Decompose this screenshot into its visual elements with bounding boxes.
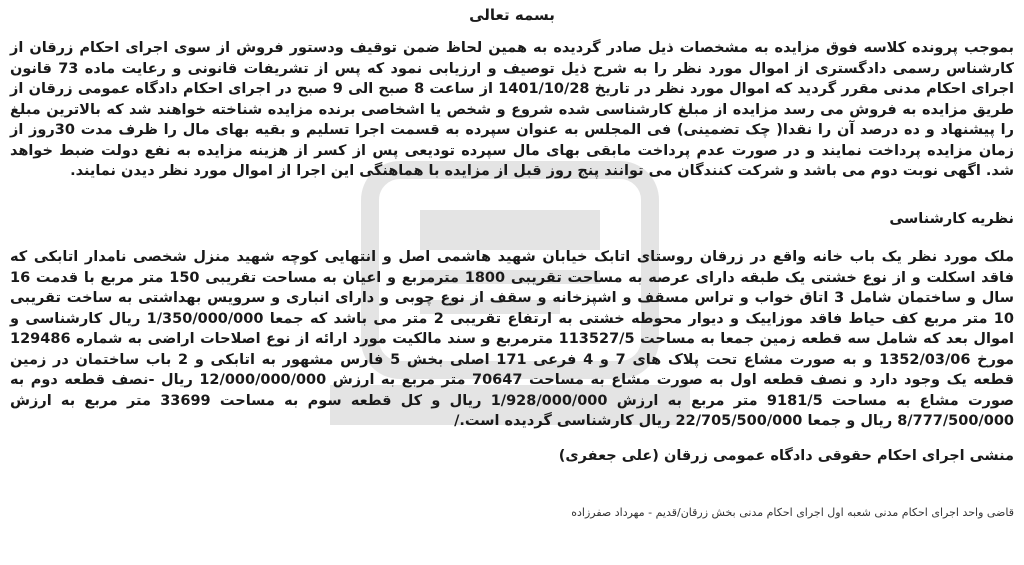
document-heading: بسمه تعالی [469, 6, 555, 24]
expert-opinion-paragraph: ملک مورد نظر یک باب خانه واقع در زرقان روستای اتابک خیابان شهید هاشمی اصل و انتهایی کوچه شهید منزل شخصی نامدار اتابکی که فاقد اسکلت و از نوع خشتی یک طبقه دارای عرصه به مساحت تقریبی 1800 مترمربع و اعیان به مساحت تقریبی 150 متر مربع با قدمت 16 سال و ساختمان شامل 3 اتاق خواب و تراس مسقف و اشپزخانه و سقف از نوع چوبی و دارای انباری و سرویس بهداشتی به ساخت تقریبی 10 متر مربع کف حیاط فاقد موزاییک و دیوار محوطه خشتی به ارتفاع تقریبی 2 متر می باشد که جمعا 1/350/000/000 ریال کارشناسی و اموال بعد که شامل سه قطعه زمین جمعا به مساحت 113527/5 مترمربع و سند مالکیت مورد ارائه از نوع اصلاحات اراضی به شماره 129486 مورخ 1352/03/06 و به صورت مشاع تحت پلاک های 7 و 4 فرعی 171 اصلی بخش 5 فارس مشهور به اتابکی و 2 باب ساختمان در زمین قطعه یک وجود دارد و نصف قطعه اول به صورت مشاع به مساحت 70647 متر مربع به ارزش 12/000/000/000 ریال -نصف قطعه دوم به صورت مشاع به مساحت 9181/5 متر مربع به ارزش 1/928/000/000 ریال و کل قطعه سوم به مساحت 33699 متر مربع به ارزش 8/777/500/000 ریال و جمعا 22/705/500/000 ریال کارشناسی گردیده است./ [10, 249, 1015, 429]
signer-line: منشی اجرای احکام حقوقی دادگاه عمومی زرقان (علی جعفری) [558, 448, 1014, 464]
auction-notice-paragraph: بموجب پرونده کلاسه فوق مزایده به مشخصات ذیل صادر گردیده به همین لحاظ ضمن توقیف ودستور فروش از سوی اجرای احکام زرقان از کارشناس رسمی دادگستری از اموال مورد نظر را به شرح ذیل توصیف و ارزیابی نمود که پس از تشریفات قانونی و رعایت ماده 73 قانون اجرای احکام مدنی مقرر گردید که اموال مورد نظر در تاریخ 1401/10/28 از ساعت 8 صبح الی 9 صبح در اجرای احکام دادگاه عمومی زرقان از طریق مزایده به فروش می رسد مزایده از مبلغ کارشناسی شده شروع و شخص یا اشخاصی برنده مزایده شناخته خواهند شد که بالاترین مبلغ را پیشنهاد و ده درصد آن را نقدا( چک تضمینی) فی المجلس به عنوان سپرده به قسمت اجرا تسلیم و بقیه بهای مال را ظرف مدت 30روز از زمان مزایده پرداخت نمایند و در صورت عدم پرداخت مابقی بهای مال سپرده تودیعی پس از کسر از هزینه مزایده به نفع دولت ضبط خواهد شد. اگهی نوبت دوم می باشد و شرکت کنندگان می توانند پنج روز قبل از مزایده با هماهنگی این اجرا از اموال مورد نظر دیدن نمایند. [10, 40, 1014, 179]
footer-note: قاضی واحد اجرای احکام مدنی شعبه اول اجرای احکام مدنی بخش زرقان/قدیم - مهرداد صفرزاده [571, 506, 1014, 519]
section-title-expert-opinion: نظریه کارشناسی [889, 211, 1014, 227]
